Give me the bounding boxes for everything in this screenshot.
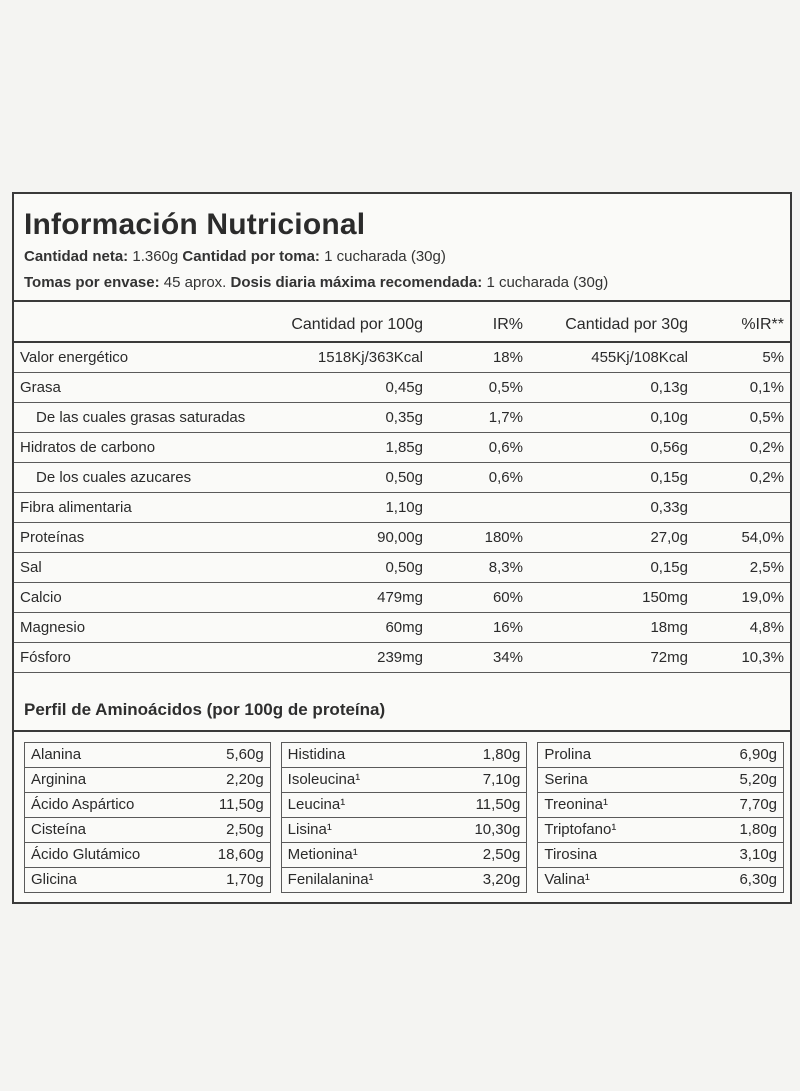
amino-row (282, 843, 527, 868)
amino-value: 5,60g (226, 746, 264, 763)
amino-value: 11,50g (218, 796, 264, 813)
amino-name: Fenilalanina¹ (287, 871, 374, 888)
amino-value: 5,20g (739, 771, 778, 788)
table-row (14, 462, 790, 492)
nutrition-rows (14, 342, 790, 672)
ir-percent-30g: 0,2% (694, 462, 790, 492)
ir-percent: 8,3% (429, 552, 529, 582)
table-row (14, 342, 790, 372)
amino-name: Serina (544, 771, 588, 788)
table-row (14, 372, 790, 402)
table-row (14, 432, 790, 462)
value-per-100g: 1,10g (264, 492, 429, 522)
amino-name: Treonina¹ (544, 796, 608, 813)
value-per-100g: 0,35g (264, 402, 429, 432)
value-per-100g: 0,45g (264, 372, 429, 402)
amino-value: 11,50g (475, 796, 521, 813)
info-line-net (24, 248, 446, 265)
header-empty (14, 308, 264, 342)
servings-per-container-value: 45 aprox. (163, 274, 227, 291)
amino-name: Histidina (287, 746, 346, 763)
value-per-100g: 239mg (264, 642, 429, 672)
amino-row (282, 768, 527, 793)
ir-percent: 180% (429, 522, 529, 552)
net-quantity-value: 1.360g (132, 248, 179, 265)
ir-percent-30g (694, 492, 790, 522)
amino-row (25, 868, 270, 893)
nutrition-label (12, 192, 792, 904)
amino-row (538, 818, 783, 843)
nutrient-name: Valor energético (14, 342, 264, 372)
ir-percent-30g: 19,0% (694, 582, 790, 612)
amino-row (538, 793, 783, 818)
ir-percent (429, 492, 529, 522)
nutrient-name: Fósforo (14, 642, 264, 672)
max-daily-dose-label: Dosis diaria máxima recomendada: (230, 274, 483, 291)
value-per-100g: 60mg (264, 612, 429, 642)
amino-value: 10,30g (474, 821, 521, 838)
amino-row (25, 818, 270, 843)
amino-value: 2,20g (226, 771, 264, 788)
ir-percent: 1,7% (429, 402, 529, 432)
amino-name: Alanina (31, 746, 82, 763)
amino-name: Isoleucina¹ (287, 771, 361, 788)
amino-value: 3,10g (739, 846, 778, 863)
amino-value: 7,10g (482, 771, 521, 788)
amino-row (282, 818, 527, 843)
nutrient-name: Grasa (14, 372, 264, 402)
value-per-30g: 150mg (529, 582, 694, 612)
amino-row (538, 768, 783, 793)
table-row (14, 582, 790, 612)
amino-value: 2,50g (482, 846, 521, 863)
amino-value: 1,80g (482, 746, 521, 763)
max-daily-dose-value: 1 cucharada (30g) (486, 274, 609, 291)
amino-column (537, 742, 784, 893)
amino-row (25, 843, 270, 868)
table-row (14, 642, 790, 672)
ir-percent: 0,6% (429, 462, 529, 492)
amino-grid (24, 742, 784, 893)
amino-value: 2,50g (226, 821, 264, 838)
serving-label: Cantidad por toma: (182, 248, 320, 265)
nutrition-header-row (14, 308, 790, 342)
ir-percent-30g: 0,1% (694, 372, 790, 402)
value-per-30g: 455Kj/108Kcal (529, 342, 694, 372)
value-per-100g: 0,50g (264, 462, 429, 492)
amino-name: Lisina¹ (287, 821, 332, 838)
amino-row (538, 843, 783, 868)
ir-percent: 0,6% (429, 432, 529, 462)
table-row (14, 522, 790, 552)
ir-percent-30g: 5% (694, 342, 790, 372)
ir-percent: 0,5% (429, 372, 529, 402)
ir-percent: 34% (429, 642, 529, 672)
amino-column (24, 742, 271, 893)
net-quantity-label: Cantidad neta: (24, 248, 129, 265)
amino-value: 3,20g (482, 871, 521, 888)
amino-value: 6,30g (739, 871, 778, 888)
amino-row (282, 868, 527, 893)
amino-name: Leucina¹ (287, 796, 346, 813)
value-per-30g: 0,15g (529, 462, 694, 492)
amino-row (25, 743, 270, 768)
amino-name: Metionina¹ (287, 846, 358, 863)
value-per-100g: 1518Kj/363Kcal (264, 342, 429, 372)
amino-row (282, 743, 527, 768)
serving-value: 1 cucharada (30g) (324, 248, 446, 265)
nutrition-table (14, 308, 790, 673)
ir-percent-30g: 4,8% (694, 612, 790, 642)
table-row (14, 552, 790, 582)
value-per-30g: 72mg (529, 642, 694, 672)
value-per-30g: 0,33g (529, 492, 694, 522)
value-per-100g: 1,85g (264, 432, 429, 462)
amino-value: 1,70g (226, 871, 264, 888)
nutrient-name: Fibra alimentaria (14, 492, 264, 522)
amino-name: Ácido Aspártico (31, 796, 135, 813)
amino-value: 18,60g (217, 846, 264, 863)
header-ir-30g: %IR** (694, 308, 790, 342)
amino-name: Arginina (31, 771, 87, 788)
table-row (14, 492, 790, 522)
value-per-30g: 18mg (529, 612, 694, 642)
ir-percent-30g: 2,5% (694, 552, 790, 582)
header-per-100g: Cantidad por 100g (264, 308, 429, 342)
value-per-30g: 0,56g (529, 432, 694, 462)
value-per-100g: 479mg (264, 582, 429, 612)
ir-percent-30g: 10,3% (694, 642, 790, 672)
amino-name: Prolina (544, 746, 592, 763)
value-per-30g: 27,0g (529, 522, 694, 552)
value-per-30g: 0,10g (529, 402, 694, 432)
ir-percent: 60% (429, 582, 529, 612)
amino-value: 7,70g (739, 796, 778, 813)
nutrient-name: Magnesio (14, 612, 264, 642)
table-row (14, 402, 790, 432)
table-row (14, 612, 790, 642)
amino-name: Valina¹ (544, 871, 590, 888)
nutrient-name: Proteínas (14, 522, 264, 552)
amino-value: 1,80g (739, 821, 778, 838)
ir-percent-30g: 0,2% (694, 432, 790, 462)
amino-name: Triptofano¹ (544, 821, 617, 838)
amino-row (25, 768, 270, 793)
amino-name: Ácido Glutámico (31, 846, 141, 863)
amino-row (538, 743, 783, 768)
nutrient-name: Sal (14, 552, 264, 582)
divider (14, 300, 790, 302)
servings-per-container-label: Tomas por envase: (24, 274, 160, 291)
amino-name: Cisteína (31, 821, 87, 838)
nutrient-name: De los cuales azucares (14, 462, 264, 492)
nutrient-name: Hidratos de carbono (14, 432, 264, 462)
ir-percent-30g: 54,0% (694, 522, 790, 552)
value-per-30g: 0,13g (529, 372, 694, 402)
ir-percent-30g: 0,5% (694, 402, 790, 432)
amino-row (538, 868, 783, 893)
amino-name: Tirosina (544, 846, 598, 863)
amino-value: 6,90g (739, 746, 778, 763)
divider (14, 730, 790, 732)
amino-row (25, 793, 270, 818)
amino-column (281, 742, 528, 893)
nutrient-name: Calcio (14, 582, 264, 612)
ir-percent: 16% (429, 612, 529, 642)
value-per-30g: 0,15g (529, 552, 694, 582)
amino-name: Glicina (31, 871, 77, 888)
label-title: Información Nutricional (24, 208, 366, 241)
amino-profile-title: Perfil de Aminoácidos (por 100g de proteína) (24, 700, 386, 719)
header-ir: IR% (429, 308, 529, 342)
amino-row (282, 793, 527, 818)
value-per-100g: 90,00g (264, 522, 429, 552)
header-per-30g: Cantidad por 30g (529, 308, 694, 342)
value-per-100g: 0,50g (264, 552, 429, 582)
ir-percent: 18% (429, 342, 529, 372)
info-line-servings (24, 274, 608, 291)
nutrient-name: De las cuales grasas saturadas (14, 402, 264, 432)
